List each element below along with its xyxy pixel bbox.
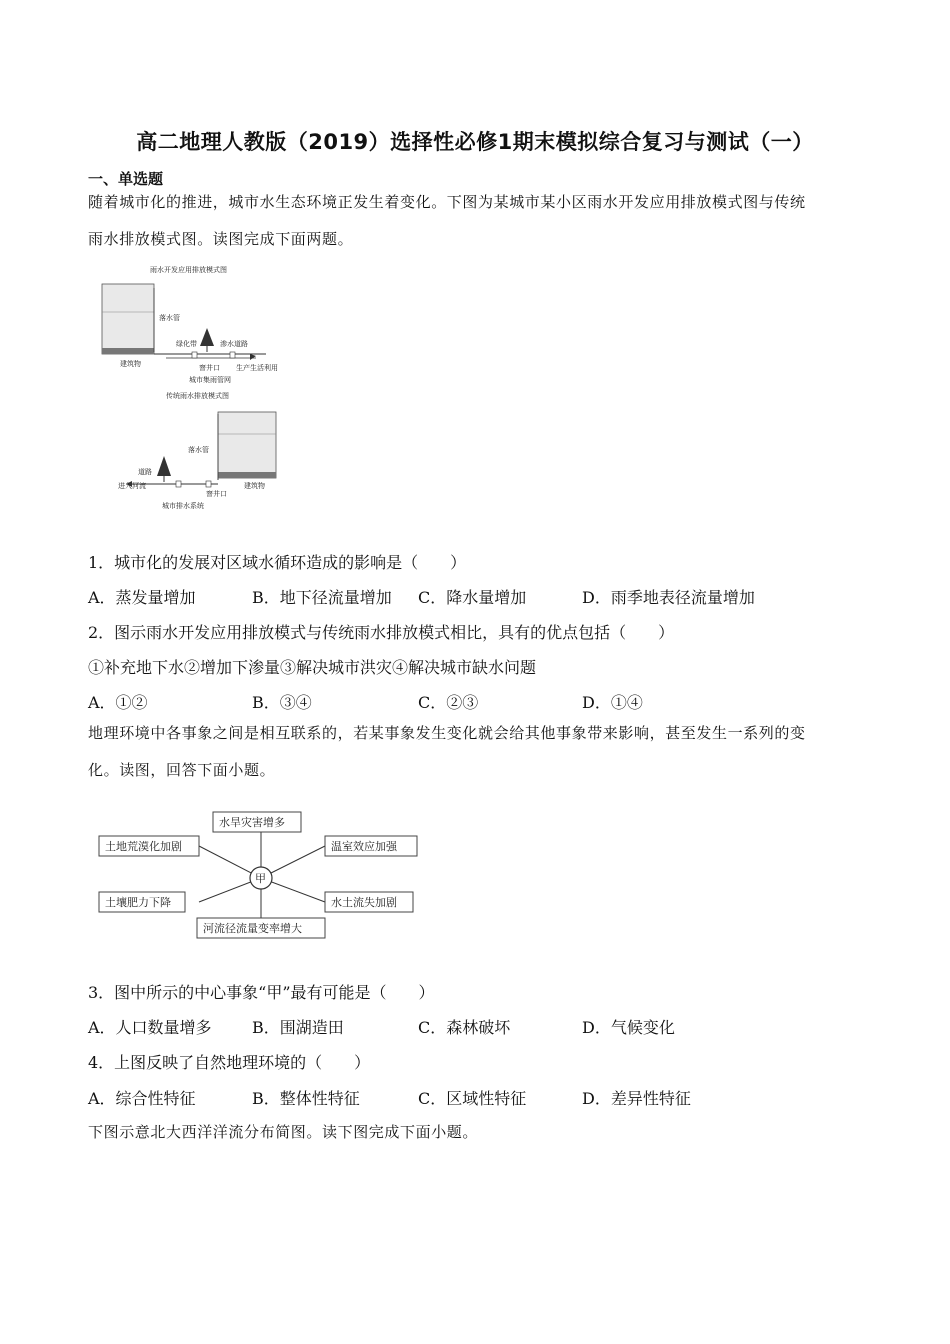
q3-option-d: D．气候变化 [582,1018,675,1037]
page-title: 高二地理人教版（2019）选择性必修1期末模拟综合复习与测试（一） [136,130,814,154]
figure1-top-title: 雨水开发应用排放模式图 [150,266,227,274]
box-soil-erosion-label: 水土流失加剧 [331,896,397,909]
label-road: 道路 [138,468,152,476]
bottom-building [218,412,276,478]
question-4-stem: 4．上图反映了自然地理环境的（ ） [88,1053,371,1072]
center-node-label: 甲 [255,872,266,885]
intro-2-line-2: 化。读图，回答下面小题。 [88,761,276,779]
q3-option-c: C．森林破坏 [418,1018,511,1037]
q3-option-b: B．围湖造田 [252,1018,344,1037]
q4-option-d: D．差异性特征 [582,1089,691,1108]
top-building [102,284,154,354]
q1-option-b: B．地下径流量增加 [252,588,392,607]
intro-1-line-1: 随着城市化的推进，城市水生态环境正发生着变化。下图为某城市某小区雨水开发应用排放模式图与传统 [88,193,806,211]
label-reuse: 生产生活利用 [236,364,278,372]
intro-2-line-1: 地理环境中各事象之间是相互联系的，若某事象发生变化就会给其他事象带来影响，甚至发生一系列的变 [88,724,806,742]
q1-option-c: C．降水量增加 [418,588,527,607]
top-building-base [102,348,154,354]
relationship-diagram [95,806,425,941]
box-desertification-label: 土地荒漠化加剧 [105,840,182,853]
q4-option-a: A．综合性特征 [88,1089,196,1108]
label-drainpipe-top: 落水管 [159,314,180,322]
question-2-stem: 2．图示雨水开发应用排放模式与传统雨水排放模式相比，具有的优点包括（ ） [88,623,675,642]
intro-paragraph-1 [88,184,863,258]
q2-option-b: B．③④ [252,693,312,712]
tree-icon-top [200,328,214,346]
box-flood-drought-label: 水旱灾害增多 [219,816,285,829]
q2-option-c: C．②③ [418,693,479,712]
box-greenhouse-label: 温室效应加强 [331,840,397,853]
box-soil-fertility-label: 土壤肥力下降 [105,896,171,909]
label-greenbelt: 绿化带 [176,340,197,348]
label-collection-network: 城市集雨管网 [189,376,231,384]
rainwater-diagram [96,262,306,514]
q1-option-a: A．蒸发量增加 [88,588,196,607]
tree-icon-bottom [157,456,171,476]
question-2-statements: ①补充地下水②增加下渗量③解决城市洪灾④解决城市缺水问题 [88,658,537,677]
question-1-stem: 1．城市化的发展对区域水循环造成的影响是（ ） [88,553,467,572]
figure1-bottom-title: 传统雨水排放模式图 [166,392,229,400]
intro-paragraph-3: 下图示意北大西洋洋流分布简图。读下图完成下面小题。 [88,1123,479,1141]
label-permeable-road: 渗水道路 [220,340,248,348]
label-manhole-bottom: 窨井口 [206,490,227,498]
q3-option-a: A．人口数量增多 [88,1018,212,1037]
q4-option-c: C．区域性特征 [418,1089,527,1108]
q2-option-d: D．①④ [582,693,643,712]
q4-option-b: B．整体性特征 [252,1089,360,1108]
label-into-river: 进入河流 [118,482,146,490]
label-drainage-system: 城市排水系统 [162,502,204,510]
q2-option-a: A．①② [88,693,148,712]
q1-option-d: D．雨季地表径流量增加 [582,588,755,607]
section-heading: 一、单选题 [88,170,164,188]
label-drainpipe-bottom: 落水管 [188,446,209,454]
intro-1-line-2: 雨水排放模式图。读图完成下面两题。 [88,230,354,248]
label-building-top: 建筑物 [120,360,141,368]
label-building-bottom: 建筑物 [244,482,265,490]
question-3-stem: 3．图中所示的中心事象“甲”最有可能是（ ） [88,983,435,1002]
box-runoff-variability-label: 河流径流量变率增大 [203,922,302,935]
bottom-building-base [218,472,276,478]
label-manhole-top: 窨井口 [199,364,220,372]
intro-paragraph-2 [88,715,863,789]
